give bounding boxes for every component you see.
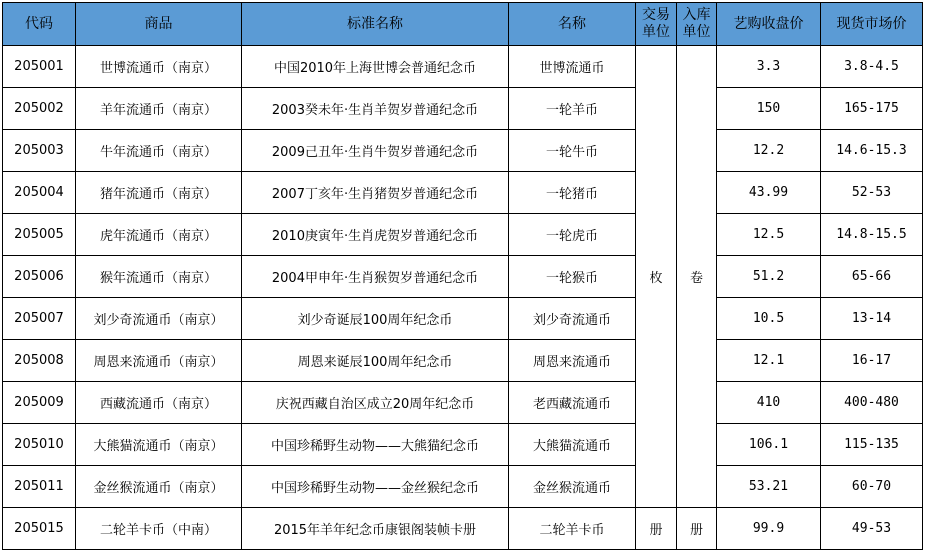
cell-product: 猪年流通币（南京） — [76, 172, 242, 214]
cell-product: 刘少奇流通币（南京） — [76, 298, 242, 340]
cell-standard-name: 庆祝西藏自治区成立20周年纪念币 — [242, 382, 509, 424]
header-standard-name: 标准名称 — [242, 3, 509, 46]
cell-spot-price: 52-53 — [821, 172, 923, 214]
cell-code: 205010 — [3, 424, 76, 466]
cell-storage-unit: 卷 — [677, 46, 717, 508]
cell-spot-price: 14.8-15.5 — [821, 214, 923, 256]
header-row — [3, 3, 923, 46]
table-row — [3, 214, 923, 256]
cell-close-price: 106.1 — [717, 424, 821, 466]
table-row — [3, 298, 923, 340]
cell-close-price: 150 — [717, 88, 821, 130]
cell-product: 二轮羊卡币（中南） — [76, 508, 242, 550]
cell-trade-unit: 册 — [636, 508, 677, 550]
cell-name: 一轮猪币 — [509, 172, 636, 214]
cell-code: 205011 — [3, 466, 76, 508]
cell-close-price: 12.1 — [717, 340, 821, 382]
cell-close-price: 3.3 — [717, 46, 821, 88]
cell-spot-price: 115-135 — [821, 424, 923, 466]
cell-close-price: 51.2 — [717, 256, 821, 298]
cell-spot-price: 16-17 — [821, 340, 923, 382]
cell-product: 羊年流通币（南京） — [76, 88, 242, 130]
table-body — [3, 46, 923, 550]
cell-code: 205015 — [3, 508, 76, 550]
cell-standard-name: 2007丁亥年·生肖猪贺岁普通纪念币 — [242, 172, 509, 214]
cell-standard-name: 2003癸未年·生肖羊贺岁普通纪念币 — [242, 88, 509, 130]
table-row — [3, 508, 923, 550]
cell-code: 205007 — [3, 298, 76, 340]
cell-code: 205009 — [3, 382, 76, 424]
table-row — [3, 256, 923, 298]
cell-spot-price: 60-70 — [821, 466, 923, 508]
cell-code: 205006 — [3, 256, 76, 298]
cell-close-price: 12.5 — [717, 214, 821, 256]
cell-product: 世博流通币（南京） — [76, 46, 242, 88]
cell-name: 一轮猴币 — [509, 256, 636, 298]
cell-product: 西藏流通币（南京） — [76, 382, 242, 424]
cell-name: 老西藏流通币 — [509, 382, 636, 424]
cell-standard-name: 中国珍稀野生动物——金丝猴纪念币 — [242, 466, 509, 508]
cell-spot-price: 65-66 — [821, 256, 923, 298]
header-close-price: 艺购收盘价 — [717, 3, 821, 46]
table-row — [3, 88, 923, 130]
cell-name: 二轮羊卡币 — [509, 508, 636, 550]
cell-code: 205004 — [3, 172, 76, 214]
cell-code: 205008 — [3, 340, 76, 382]
cell-product: 大熊猫流通币（南京） — [76, 424, 242, 466]
cell-standard-name: 中国2010年上海世博会普通纪念币 — [242, 46, 509, 88]
cell-spot-price: 400-480 — [821, 382, 923, 424]
table-row — [3, 382, 923, 424]
cell-product: 周恩来流通币（南京） — [76, 340, 242, 382]
cell-name: 一轮牛币 — [509, 130, 636, 172]
header-name: 名称 — [509, 3, 636, 46]
table-row — [3, 466, 923, 508]
cell-standard-name: 中国珍稀野生动物——大熊猫纪念币 — [242, 424, 509, 466]
cell-standard-name: 周恩来诞辰100周年纪念币 — [242, 340, 509, 382]
cell-standard-name: 刘少奇诞辰100周年纪念币 — [242, 298, 509, 340]
table-row — [3, 340, 923, 382]
cell-code: 205001 — [3, 46, 76, 88]
cell-product: 虎年流通币（南京） — [76, 214, 242, 256]
header-product: 商品 — [76, 3, 242, 46]
cell-storage-unit: 册 — [677, 508, 717, 550]
cell-trade-unit: 枚 — [636, 46, 677, 508]
cell-spot-price: 3.8-4.5 — [821, 46, 923, 88]
cell-close-price: 10.5 — [717, 298, 821, 340]
cell-close-price: 99.9 — [717, 508, 821, 550]
cell-name: 一轮羊币 — [509, 88, 636, 130]
coin-price-table — [2, 2, 923, 550]
header-code: 代码 — [3, 3, 76, 46]
cell-standard-name: 2015年羊年纪念币康银阁装帧卡册 — [242, 508, 509, 550]
cell-name: 金丝猴流通币 — [509, 466, 636, 508]
cell-close-price: 53.21 — [717, 466, 821, 508]
cell-spot-price: 165-175 — [821, 88, 923, 130]
cell-close-price: 43.99 — [717, 172, 821, 214]
header-spot-price: 现货市场价 — [821, 3, 923, 46]
cell-close-price: 410 — [717, 382, 821, 424]
cell-name: 刘少奇流通币 — [509, 298, 636, 340]
cell-product: 猴年流通币（南京） — [76, 256, 242, 298]
table-row — [3, 172, 923, 214]
cell-product: 金丝猴流通币（南京） — [76, 466, 242, 508]
cell-product: 牛年流通币（南京） — [76, 130, 242, 172]
cell-spot-price: 49-53 — [821, 508, 923, 550]
cell-code: 205002 — [3, 88, 76, 130]
cell-name: 世博流通币 — [509, 46, 636, 88]
cell-standard-name: 2009己丑年·生肖牛贺岁普通纪念币 — [242, 130, 509, 172]
cell-standard-name: 2010庚寅年·生肖虎贺岁普通纪念币 — [242, 214, 509, 256]
cell-code: 205005 — [3, 214, 76, 256]
cell-name: 大熊猫流通币 — [509, 424, 636, 466]
cell-name: 一轮虎币 — [509, 214, 636, 256]
cell-spot-price: 13-14 — [821, 298, 923, 340]
table-row — [3, 130, 923, 172]
cell-name: 周恩来流通币 — [509, 340, 636, 382]
table-row — [3, 424, 923, 466]
header-trade-unit: 交易单位 — [636, 3, 677, 46]
cell-spot-price: 14.6-15.3 — [821, 130, 923, 172]
cell-code: 205003 — [3, 130, 76, 172]
cell-close-price: 12.2 — [717, 130, 821, 172]
header-storage-unit: 入库单位 — [677, 3, 717, 46]
table-row — [3, 46, 923, 88]
cell-standard-name: 2004甲申年·生肖猴贺岁普通纪念币 — [242, 256, 509, 298]
